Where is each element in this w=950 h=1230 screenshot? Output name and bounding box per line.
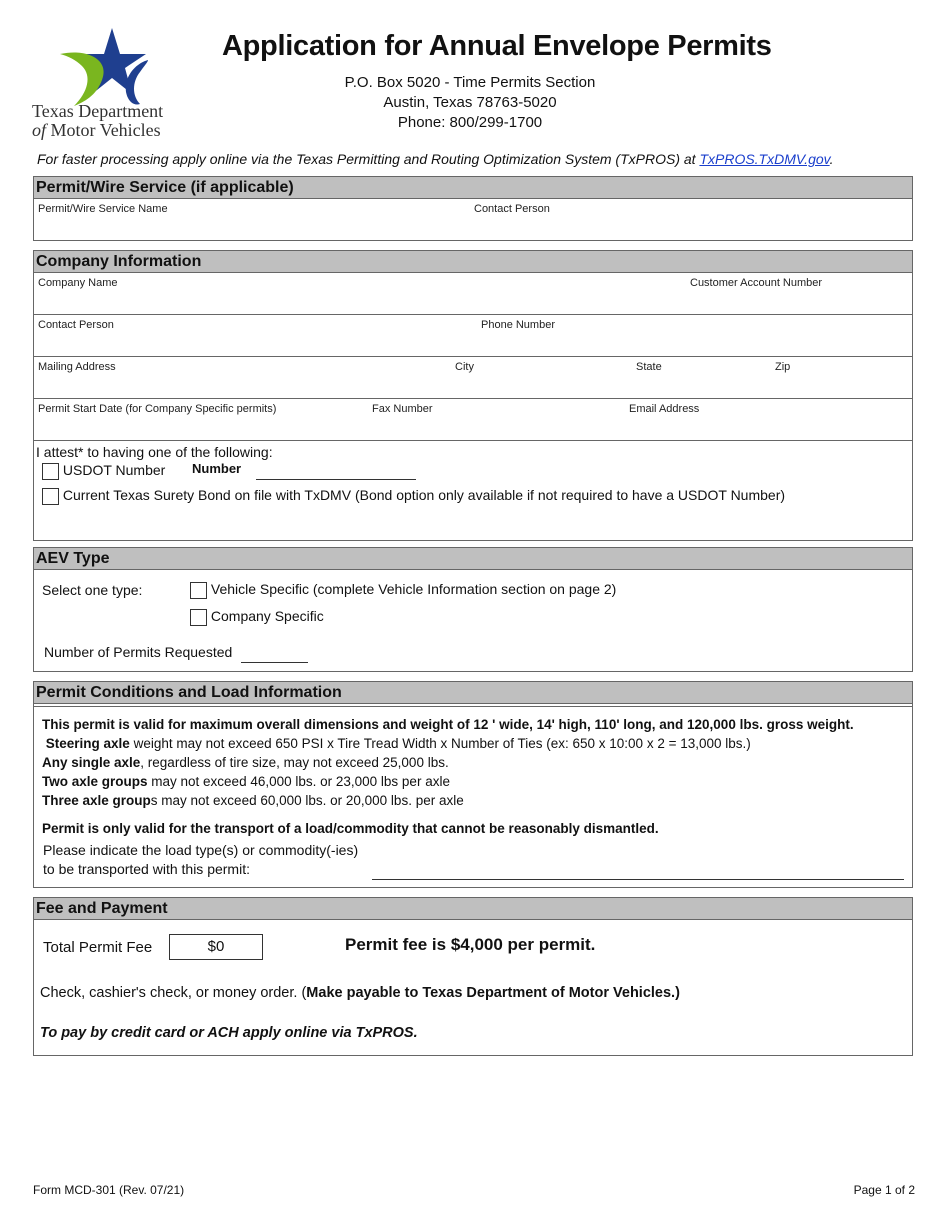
fee-heading: Fee and Payment	[34, 898, 912, 920]
city-label: City	[455, 361, 474, 373]
usdot-checkbox[interactable]	[42, 463, 59, 480]
company-contact-label: Contact Person	[38, 319, 114, 331]
check-text: Check, cashier's check, or money order. (	[40, 985, 307, 1001]
attest-row	[34, 441, 912, 540]
attest-text: I attest* to having one of the following:	[36, 444, 273, 460]
state-label: State	[636, 361, 662, 373]
phone-label: Phone Number	[481, 319, 555, 331]
company-name-row[interactable]	[34, 273, 912, 315]
check-payable-bold: Make payable to Texas Department of Motor Vehicles.)	[306, 985, 680, 1001]
page-title: Application for Annual Envelope Permits	[222, 30, 772, 62]
two-axle-text: may not exceed 46,000 lbs. or 23,000 lbs per axle	[147, 774, 450, 789]
fee-section	[33, 897, 913, 1056]
valid-only-text: Permit is only valid for the transport of a load/commodity that cannot be reasonably dismantled.	[42, 821, 659, 836]
two-axle-bold: Two axle groups	[42, 774, 148, 789]
address-line1: P.O. Box 5020 - Time Permits Section	[344, 74, 596, 91]
permit-wire-contact-label: Contact Person	[474, 203, 550, 215]
surety-bond-checkbox[interactable]	[42, 488, 59, 505]
load-type-input[interactable]	[372, 879, 904, 880]
logo-of: of	[32, 120, 47, 140]
fax-label: Fax Number	[372, 403, 433, 415]
permit-wire-name-label: Permit/Wire Service Name	[38, 203, 168, 215]
vehicle-specific-label: Vehicle Specific (complete Vehicle Information section on page 2)	[210, 581, 617, 597]
surety-bond-label: Current Texas Surety Bond on file with TxDMV (Bond option only available if not required to have a USDOT Number)	[62, 487, 786, 503]
load-type-line2: to be transported with this permit:	[43, 861, 250, 877]
permit-wire-section	[33, 176, 913, 241]
conditions-heading: Permit Conditions and Load Information	[34, 682, 912, 704]
single-axle-bold: Any single axle	[42, 755, 141, 770]
permit-wire-row[interactable]	[34, 199, 912, 240]
form-id: Form MCD-301 (Rev. 07/21)	[33, 1183, 185, 1197]
company-name-label: Company Name	[38, 277, 118, 289]
start-date-row[interactable]	[34, 399, 912, 441]
conditions-line1: This permit is valid for maximum overall dimensions and weight of 12 ' wide, 14' high, 110' long, and 120,000 lbs. gross weight.	[42, 717, 854, 732]
start-date-label: Permit Start Date (for Company Specific permits)	[38, 403, 277, 415]
customer-account-label: Customer Account Number	[690, 277, 823, 289]
number-label: Number	[192, 461, 242, 476]
usdot-label: USDOT Number	[62, 462, 166, 478]
company-heading: Company Information	[34, 251, 912, 273]
address-line3: Phone: 800/299-1700	[397, 114, 543, 131]
aev-select-label: Select one type:	[42, 582, 143, 598]
fee-note: Permit fee is $4,000 per permit.	[345, 935, 596, 954]
conditions-text	[42, 715, 854, 838]
mailing-label: Mailing Address	[38, 361, 116, 373]
permit-wire-heading: Permit/Wire Service (if applicable)	[34, 177, 912, 199]
address-block	[300, 73, 640, 133]
conditions-section	[33, 681, 913, 888]
online-note-text: For faster processing apply online via the Texas Permitting and Routing Optimization System (TxPROS) at	[37, 151, 700, 167]
address-line2: Austin, Texas 78763-5020	[383, 94, 557, 111]
company-specific-label: Company Specific	[210, 608, 324, 624]
mailing-row[interactable]	[34, 357, 912, 399]
online-note	[37, 151, 834, 167]
credit-card-note: To pay by credit card or ACH apply online via TxPROS.	[40, 1025, 418, 1041]
load-type-label	[43, 841, 358, 879]
aev-section	[33, 547, 913, 672]
logo-line2: Motor Vehicles	[50, 120, 161, 140]
steering-axle-text: weight may not exceed 650 PSI x Tire Tread Width x Number of Ties (ex: 650 x 10:00 x 2 = 13,000 lbs.)	[129, 736, 751, 751]
email-label: Email Address	[629, 403, 700, 415]
company-specific-checkbox[interactable]	[190, 609, 207, 626]
logo-line1: Texas Department	[32, 101, 164, 121]
num-permits-label: Number of Permits Requested	[44, 644, 233, 660]
steering-axle-bold: Steering axle	[45, 736, 130, 751]
usdot-number-input[interactable]	[256, 479, 416, 480]
logo-green-swoosh-icon	[60, 52, 104, 106]
check-payment-text	[40, 985, 680, 1001]
online-note-end: .	[829, 151, 834, 167]
single-axle-text: , regardless of tire size, may not exceed 25,000 lbs.	[140, 755, 449, 770]
num-permits-input[interactable]	[241, 662, 308, 663]
three-axle-text: s may not exceed 60,000 lbs. or 20,000 lbs. per axle	[150, 793, 464, 808]
company-contact-row[interactable]	[34, 315, 912, 357]
vehicle-specific-checkbox[interactable]	[190, 582, 207, 599]
logo-wordmark	[32, 102, 163, 140]
total-fee-label: Total Permit Fee	[43, 939, 153, 956]
three-axle-bold: Three axle group	[42, 793, 151, 808]
total-fee-field[interactable]: $0	[169, 934, 263, 960]
load-type-line1: Please indicate the load type(s) or commodity(-ies)	[43, 842, 359, 858]
aev-heading: AEV Type	[34, 548, 912, 570]
zip-label: Zip	[775, 361, 791, 373]
company-section	[33, 250, 913, 541]
page-number: Page 1 of 2	[853, 1183, 915, 1197]
txpros-link[interactable]: TxPROS.TxDMV.gov	[699, 151, 830, 167]
logo-blue-swoosh-icon	[126, 60, 148, 105]
